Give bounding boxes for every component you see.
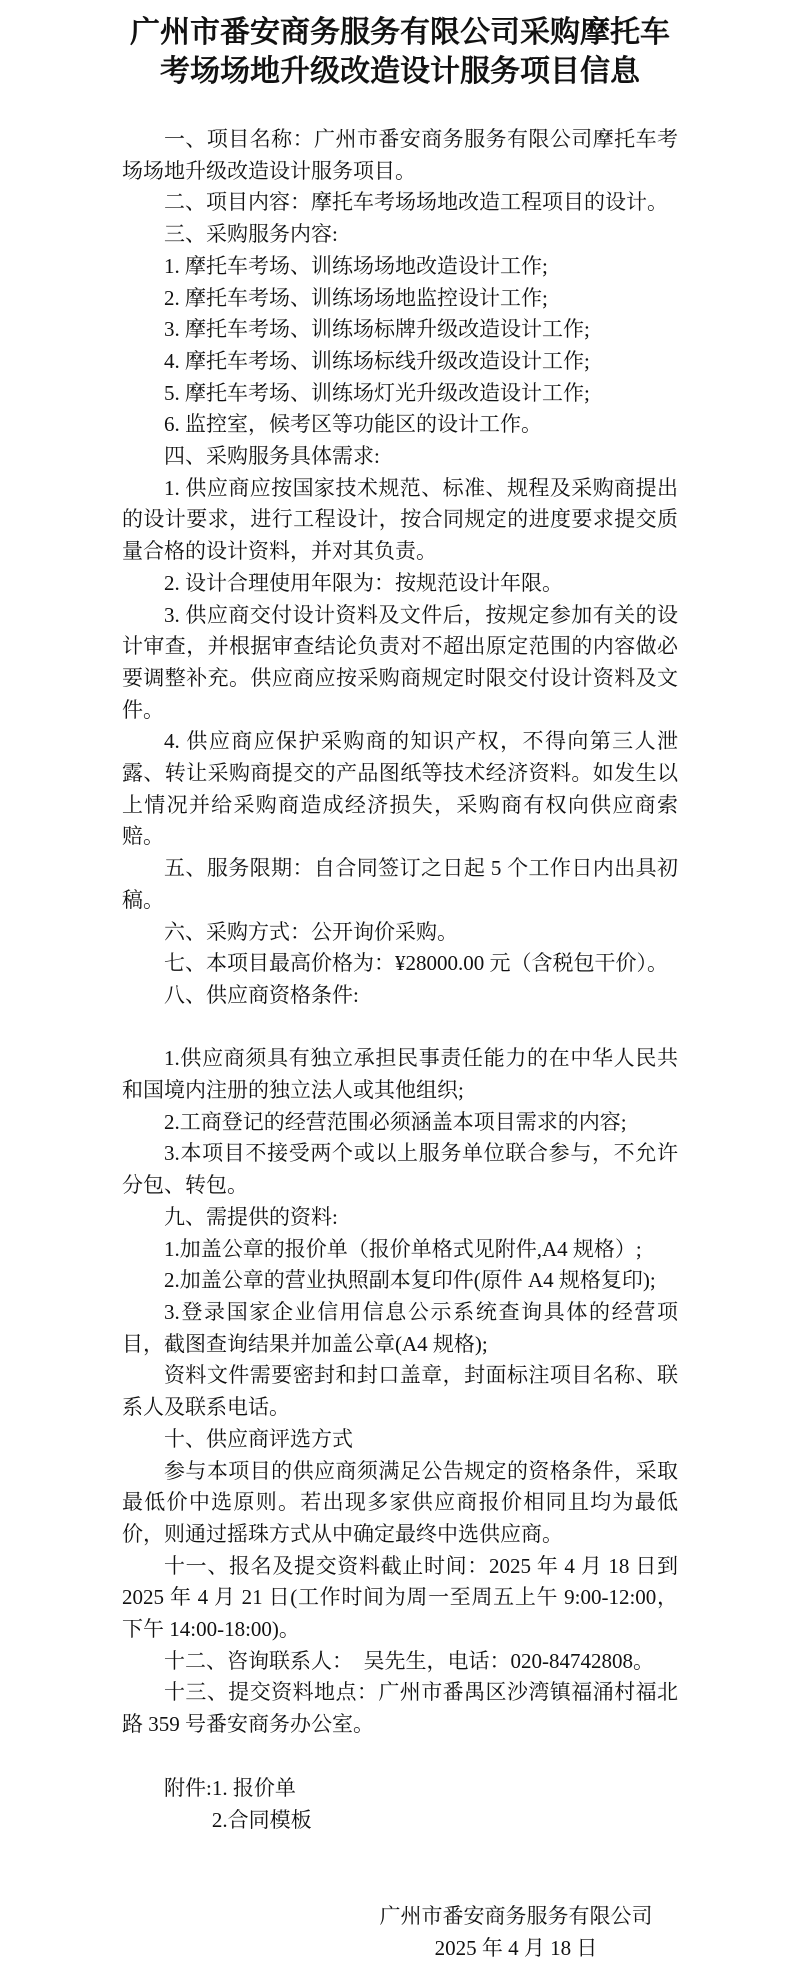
paragraph: 2.工商登记的经营范围必须涵盖本项目需求的内容; [164, 1109, 627, 1134]
paragraph: 四、采购服务具体需求: [164, 444, 380, 469]
paragraph: 参与本项目的供应商须满足公告规定的资格条件，采取最低价中选原则。若出现多家供应商报价相同且均为最低价，则通过摇珠方式从中确定最终中选供应商。 [122, 1458, 678, 1546]
attachments-block [164, 1773, 678, 1836]
paragraph: 5. 摩托车考场、训练场灯光升级改造设计工作; [164, 380, 590, 405]
paragraph: 3.本项目不接受两个或以上服务单位联合参与，不允许分包、转包。 [122, 1141, 678, 1198]
paragraph: 2.加盖公章的营业执照副本复印件(原件 A4 规格复印); [164, 1268, 656, 1293]
paragraph: 1.供应商须具有独立承担民事责任能力的在中华人民共和国境内注册的独立法人或其他组织; [122, 1046, 678, 1103]
signature-block [366, 1901, 666, 1964]
paragraph: 五、服务限期：自合同签订之日起 5 个工作日内出具初稿。 [122, 856, 678, 912]
paragraph: 一、项目名称：广州市番安商务服务有限公司摩托车考场场地升级改造设计服务项目。 [122, 127, 678, 183]
blank-line [122, 1012, 678, 1044]
attachment-item: 2.合同模板 [211, 1807, 312, 1832]
paragraph: 4. 摩托车考场、训练场标线升级改造设计工作; [164, 348, 590, 373]
paragraph: 六、采购方式：公开询价采购。 [164, 919, 458, 944]
paragraph: 十二、咨询联系人： 吴先生，电话：020-84742808。 [164, 1648, 654, 1673]
paragraph: 七、本项目最高价格为：¥28000.00 元（含税包干价）。 [164, 951, 668, 976]
paragraph: 资料文件需要密封和封口盖章，封面标注项目名称、联系人及联系电话。 [122, 1363, 678, 1420]
paragraph: 二、项目内容：摩托车考场场地改造工程项目的设计。 [164, 190, 668, 215]
paragraph: 4. 供应商应保护采购商的知识产权，不得向第三人泄露、转让采购商提交的产品图纸等技术经济资料。如发生以上情况并给采购商造成经济损失，采购商有权向供应商索赔。 [122, 729, 678, 849]
paragraph: 1. 供应商应按国家技术规范、标准、规程及采购商提出的设计要求，进行工程设计，按合同规定的进度要求提交质量合格的设计资料，并对其负责。 [122, 475, 678, 564]
paragraph: 十三、提交资料地点：广州市番禺区沙湾镇福涌村福北路 359 号番安商务办公室。 [122, 1680, 678, 1737]
signature-date: 2025 年 4 月 18 日 [434, 1935, 598, 1960]
document-title [122, 0, 678, 91]
paragraph: 1.加盖公章的报价单（报价单格式见附件,A4 规格）; [164, 1236, 642, 1261]
paragraph: 2. 设计合理使用年限为：按规范设计年限。 [164, 570, 563, 595]
paragraph: 3. 供应商交付设计资料及文件后，按规定参加有关的设计审查，并根据审查结论负责对不超出原定范围的内容做必要调整补充。供应商应按采购商规定时限交付设计资料及文件。 [122, 602, 678, 722]
document-title-line-2: 考场场地升级改造设计服务项目信息 [160, 55, 640, 88]
paragraph: 八、供应商资格条件: [164, 982, 359, 1007]
document-title-line-1: 广州市番安商务服务有限公司采购摩托车 [130, 16, 670, 49]
attachments-label: 附件: [164, 1775, 212, 1800]
paragraph: 3.登录国家企业信用信息公示系统查询具体的经营项目，截图查询结果并加盖公章(A4 规格); [122, 1300, 678, 1356]
paragraph: 十、供应商评选方式 [164, 1426, 353, 1451]
paragraphs [122, 124, 684, 1741]
paragraph: 三、采购服务内容: [164, 222, 338, 247]
paragraph: 6. 监控室，候考区等功能区的设计工作。 [164, 412, 542, 437]
document-content [122, 0, 684, 1965]
paragraph: 2. 摩托车考场、训练场场地监控设计工作; [164, 285, 548, 310]
paragraph: 3. 摩托车考场、训练场标牌升级改造设计工作; [164, 317, 590, 342]
paragraph: 九、需提供的资料: [164, 1204, 338, 1229]
signature-company: 广州市番安商务服务有限公司 [379, 1904, 653, 1929]
paragraph: 十一、报名及提交资料截止时间：2025 年 4 月 18 日到 2025 年 4 月 21 日(工作时间为周一至周五上午 9:00-12:00，下午 14:00-18:00)。 [122, 1553, 684, 1642]
attachment-item: 1. 报价单 [211, 1775, 296, 1800]
attachments-items [212, 1773, 312, 1836]
paragraph: 1. 摩托车考场、训练场场地改造设计工作; [164, 253, 548, 278]
